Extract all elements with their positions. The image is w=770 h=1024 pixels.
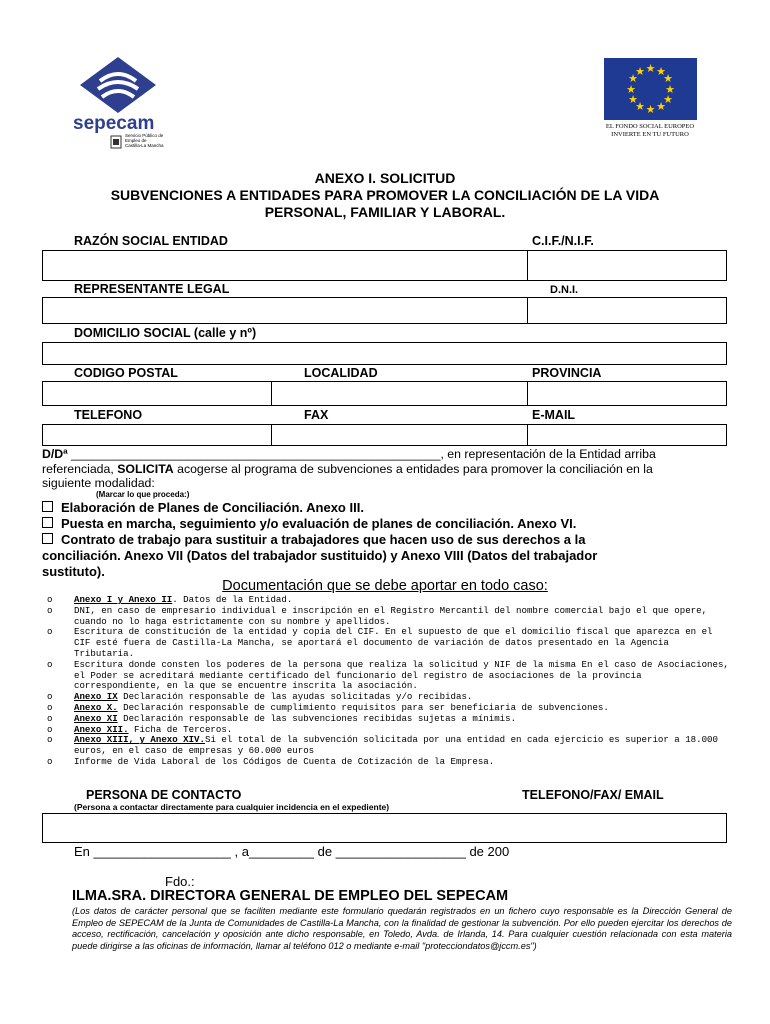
logo-subtitle: Servicio Público de Empleo de Castilla-La Mancha <box>125 133 164 148</box>
bullet-icon: o <box>47 626 53 638</box>
svg-text:★: ★ <box>656 100 666 113</box>
label-domicilio: DOMICILIO SOCIAL (calle y nº) <box>74 326 257 340</box>
option-contrato-cont2: sustituto). <box>42 564 105 579</box>
eu-caption: EL FONDO SOCIAL EUROPEO INVIERTE EN TU FUTURO <box>605 123 695 138</box>
razon-social-field[interactable] <box>42 250 727 281</box>
title-line-1: ANEXO I. SOLICITUD <box>314 170 456 186</box>
label-razon-social: RAZÓN SOCIAL ENTIDAD <box>74 234 228 248</box>
bullet-icon: o <box>47 734 53 746</box>
label-cif: C.I.F./N.I.F. <box>532 234 594 248</box>
director-title: ILMA.SRA. DIRECTORA GENERAL DE EMPLEO DEL SEPECAM <box>72 888 509 904</box>
representante-field[interactable] <box>42 297 727 324</box>
option-contrato[interactable]: Contrato de trabajo para sustituir a trabajadores que hacen uso de sus derechos a la <box>42 532 732 548</box>
label-provincia: PROVINCIA <box>532 366 602 380</box>
bullet-icon: o <box>47 594 53 605</box>
divider <box>271 381 272 406</box>
bullet-icon: o <box>47 604 53 616</box>
eu-stars-icon <box>604 58 697 120</box>
request-prefix: D/Dª <box>42 447 68 461</box>
docs-list-item: o Anexo I y Anexo II. Datos de la Entidad. <box>47 594 293 605</box>
bullet-icon: o <box>47 712 53 724</box>
label-telefono-fax-email: TELEFONO/FAX/ EMAIL <box>522 788 664 802</box>
contact-note: (Persona a contactar directamente para cualquier incidencia en el expediente) <box>74 802 390 812</box>
mark-instruction: (Marcar lo que proceda:) <box>96 490 190 499</box>
svg-text:★: ★ <box>665 83 675 96</box>
svg-text:★: ★ <box>663 72 673 85</box>
divider <box>527 250 528 281</box>
svg-text:★: ★ <box>656 65 666 78</box>
docs-list-item: o Anexo XI Declaración responsable de las subvenciones recibidas sujetas a mínimis. <box>47 712 517 724</box>
svg-text:★: ★ <box>628 93 638 106</box>
logo-name: sepecam <box>73 113 155 134</box>
option-puesta-marcha[interactable]: Puesta en marcha, seguimiento y/o evaluación de planes de conciliación. Anexo VI. <box>42 516 732 532</box>
svg-text:★: ★ <box>645 103 656 116</box>
label-telefono: TELEFONO <box>74 408 143 422</box>
divider <box>527 381 528 406</box>
label-codigo-postal: CODIGO POSTAL <box>74 366 178 380</box>
request-paragraph: D/Dª ______________________________________________________, en representación de la Entidad arriba referenciada, SOLICITA acogerse al programa de subvenciones a entidades para promover la conciliación en la siguiente modalidad: <box>42 447 656 490</box>
sepecam-logo-icon <box>78 55 158 115</box>
svg-text:★: ★ <box>626 83 636 96</box>
label-dni: D.N.I. <box>550 284 579 296</box>
svg-text:★: ★ <box>645 62 656 75</box>
docs-title: Documentación que se debe aportar en todo caso: <box>222 578 548 594</box>
docs-list <box>47 594 729 768</box>
privacy-note: (Los datos de carácter personal que se faciliten mediante este formulario quedarán registrados en un fichero cuyo responsable es la Dirección General de Empleo de SEPECAM de la Junta de Comunidades de Castilla-La Mancha, con la finalidad de gestionar la subvención. Por ello pueden ejercitar los derechos de acceso, rectificación, cancelación y oposición ante dicho responsable, en Toledo, Avda. de Irlanda, 14. Para cualquier cuestión relacionada con esta materia puede dirigirse a las oficinas de información, llamar al teléfono 012 o mediante e-mail "protecciondatos@jccm.es") <box>72 906 732 951</box>
domicilio-field[interactable] <box>42 342 727 365</box>
bullet-icon: o <box>47 691 53 703</box>
eu-flag <box>604 58 697 120</box>
bullet-icon: o <box>47 658 53 670</box>
svg-text:★: ★ <box>635 100 645 113</box>
place-date-line: En ___________________ , a_________ de __________________ de 200 <box>74 844 510 859</box>
label-representante: REPRESENTANTE LEGAL <box>74 282 230 296</box>
divider <box>527 424 528 446</box>
label-persona-contacto: PERSONA DE CONTACTO <box>86 788 242 802</box>
label-localidad: LOCALIDAD <box>304 366 378 380</box>
label-email: E-MAIL <box>532 408 576 422</box>
docs-list-item: o Anexo X. Declaración responsable de cumplimiento requisitos para ser beneficiaria de subvenciones. <box>47 701 609 713</box>
address-fields-row[interactable] <box>42 381 727 406</box>
bullet-icon: o <box>47 701 53 713</box>
checkbox-icon[interactable] <box>42 501 53 512</box>
coat-of-arms-icon <box>110 135 124 149</box>
svg-text:★: ★ <box>635 65 645 78</box>
bullet-icon: o <box>47 755 53 767</box>
title-line-2: SUBVENCIONES A ENTIDADES PARA PROMOVER LA CONCILIACIÓN DE LA VIDA <box>110 187 660 203</box>
option-contrato-cont: conciliación. Anexo VII (Datos del trabajador sustituido) y Anexo VIII (Datos del trabajador <box>42 548 598 563</box>
title-line-3: PERSONAL, FAMILIAR Y LABORAL. <box>264 204 506 220</box>
bullet-icon: o <box>47 723 53 735</box>
docs-list-item: o DNI, en caso de empresario individual e inscripción en el Registro Mercantil del nombre comercial bajo el que opere, cuando no lo haga estrictamente con su nombre y apellidos. <box>47 604 708 627</box>
svg-text:★: ★ <box>663 93 673 106</box>
docs-list-item: o Anexo XII. Ficha de Terceros. <box>47 723 233 735</box>
sepecam-logo <box>70 55 180 150</box>
docs-list-item: o Escritura donde consten los poderes de la persona que realiza la solicitud y NIF de la misma En el caso de Asociaciones, el Poder se acreditará mediante certificado del funcionario del registro de asociaciones de la provincia correspondiente, en la que se encuentre inscrita la asociación. <box>47 658 729 692</box>
svg-text:★: ★ <box>628 72 638 85</box>
contact-field[interactable] <box>42 813 727 843</box>
docs-list-item: o Anexo IX Declaración responsable de las ayudas solicitadas y/o recibidas. <box>47 691 473 703</box>
checkbox-icon[interactable] <box>42 517 53 528</box>
label-fax: FAX <box>304 408 329 422</box>
option-planes[interactable]: Elaboración de Planes de Conciliación. Anexo III. <box>42 500 732 516</box>
docs-list-item: o Anexo XIII, y Anexo XIV.Si el total de la subvención solicitada por una entidad en cada ejercicio es superior a 18.000 euros, en el caso de empresas y 60.000 euros <box>47 734 718 757</box>
fdo-label: Fdo.: <box>165 874 195 889</box>
contact-fields-row[interactable] <box>42 424 727 446</box>
divider <box>527 297 528 324</box>
checkbox-icon[interactable] <box>42 533 53 544</box>
divider <box>271 424 272 446</box>
docs-list-item: o Informe de Vida Laboral de los Códigos de Cuenta de Cotización de la Empresa. <box>47 755 495 767</box>
docs-list-item: o Escritura de constitución de la entidad y copia del CIF. En el supuesto de que el domicilio fiscal que aparezca en el CIF esté fuera de Castilla-La Mancha, se aportará el documento de variación de datos presentado en la Agencia Tributaria. <box>47 626 713 659</box>
